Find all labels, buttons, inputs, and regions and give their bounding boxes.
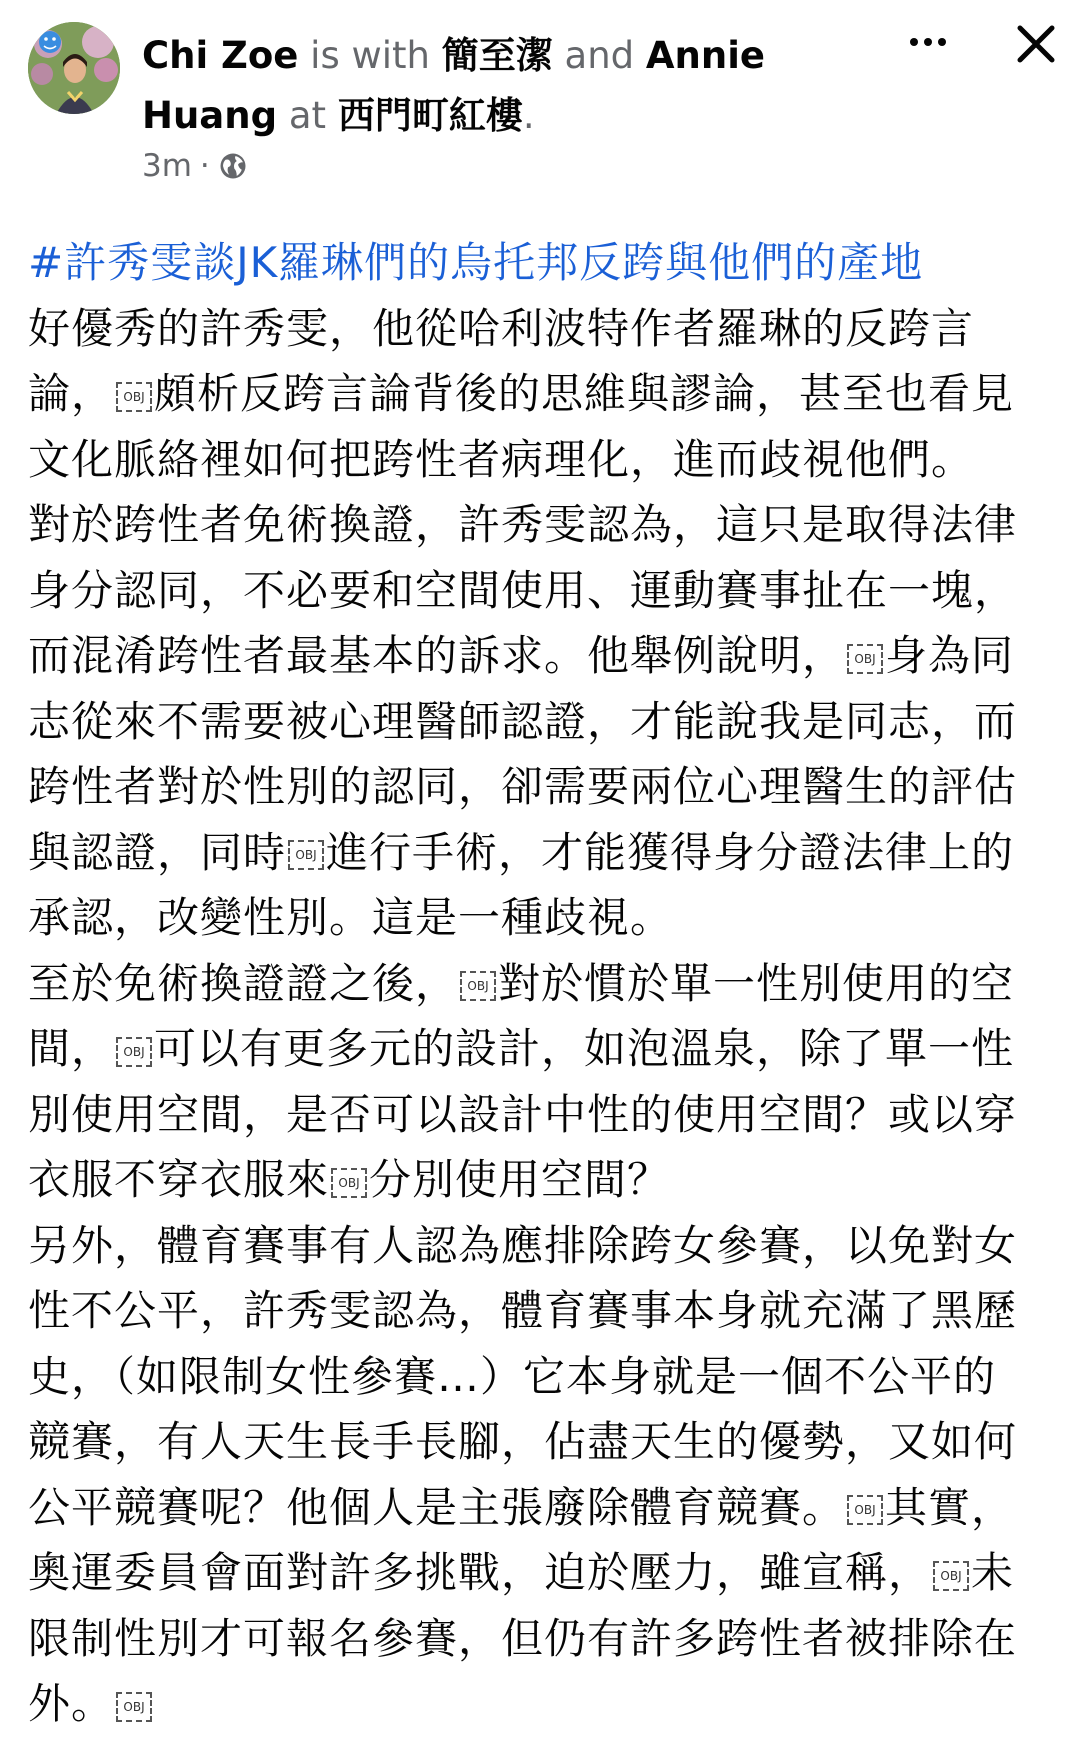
object-placeholder-icon: OBJ — [116, 1037, 152, 1067]
post-line-segment: 衣服不穿衣服來 — [28, 1155, 330, 1204]
period-text: . — [522, 94, 535, 137]
post-line: 承認，改變性別。這是一種歧視。 — [28, 893, 674, 942]
post-line-segment: 可以有更多元的設計，如泡溫泉，除了單一性 — [154, 1024, 1015, 1073]
post-line: 好優秀的許秀雯，他從哈利波特作者羅琳的反跨言 — [28, 303, 975, 353]
post-line-segment: 對於慣於單一性別使用的空 — [498, 958, 1015, 1008]
post-line — [28, 1475, 1028, 1541]
post-line-segment: 未 — [971, 1548, 1015, 1597]
tagged-friend-2[interactable]: Annie Huang — [142, 34, 766, 137]
globe-icon[interactable] — [218, 151, 248, 181]
post-line: 別使用空間，是否可以設計中性的使用空間？或以穿 — [28, 1089, 1018, 1139]
object-placeholder-icon: OBJ — [460, 971, 496, 1001]
post-line-segment: 間， — [28, 1024, 115, 1073]
at-text: at — [288, 94, 327, 137]
post-line-segment: 奧運委員會面對許多挑戰，迫於壓力，雖宣稱， — [28, 1548, 932, 1597]
object-placeholder-icon: OBJ — [331, 1168, 367, 1198]
hashtag-link[interactable]: #許秀雯談JK羅琳們的烏托邦反跨與他們的產地 — [28, 238, 924, 287]
post-line — [28, 361, 1028, 427]
and-text: and — [564, 34, 635, 77]
post-line: 競賽，有人天生長手長腳，佔盡天生的優勢，又如何 — [28, 1417, 1018, 1466]
post-line-segment: 頗析反跨言論背後的思維與謬論，甚至也看見 — [154, 369, 1015, 418]
post-line: 限制性別才可報名參賽，但仍有許多跨性者被排除在 — [28, 1613, 1018, 1663]
post-line — [28, 1016, 1028, 1082]
post-time[interactable]: 3m — [142, 148, 192, 184]
post-line: 志從來不需要被心理醫師認證，才能說我是同志，而 — [28, 696, 1018, 746]
post-lines — [28, 296, 1028, 1737]
avatar[interactable] — [28, 22, 120, 114]
post-meta — [142, 148, 248, 184]
post-line — [28, 1671, 1028, 1737]
post-line-segment: 身為同 — [885, 631, 1015, 680]
post-line-segment: 分別使用空間？ — [369, 1155, 671, 1204]
post-line — [28, 1147, 1028, 1213]
post-line — [28, 623, 1028, 689]
object-placeholder-icon: OBJ — [288, 840, 324, 870]
location-name[interactable]: 西門町紅樓 — [337, 94, 523, 137]
close-icon[interactable] — [1008, 16, 1064, 72]
object-placeholder-icon: OBJ — [116, 382, 152, 412]
post-line: 文化脈絡裡如何把跨性者病理化，進而歧視他們。 — [28, 434, 975, 484]
post-line-segment: 而混淆跨性者最基本的訴求。他舉例說明， — [28, 631, 846, 680]
more-options-button[interactable] — [898, 20, 958, 64]
post-header — [0, 0, 1079, 200]
is-with-text: is with — [310, 34, 430, 77]
object-placeholder-icon: OBJ — [847, 1495, 883, 1525]
meta-separator: · — [199, 148, 210, 184]
author-name[interactable]: Chi Zoe — [142, 34, 299, 77]
author-line — [142, 26, 782, 146]
object-placeholder-icon: OBJ — [933, 1561, 969, 1591]
post-line — [28, 1540, 1028, 1606]
post-line-segment: 進行手術，才能獲得身分證法律上的 — [326, 827, 1015, 877]
post-line: 跨性者對於性別的認同，卻需要兩位心理醫生的評估 — [28, 762, 1018, 811]
post-line-segment: 公平競賽呢？他個人是主張廢除體育競賽。 — [28, 1482, 846, 1532]
post-line: 史，（如限制女性參賽…）它本身就是一個不公平的 — [28, 1351, 997, 1401]
post-line — [28, 820, 1028, 886]
post-line-segment: 其實， — [885, 1482, 1015, 1532]
post-line-segment: 論， — [28, 369, 115, 418]
tagged-friend-1[interactable]: 簡至潔 — [441, 34, 553, 77]
object-placeholder-icon: OBJ — [116, 1692, 152, 1722]
post-line: 另外，體育賽事有人認為應排除跨女參賽，以免對女 — [28, 1220, 1018, 1270]
post-line-segment: 與認證，同時 — [28, 827, 287, 877]
more-dots-icon — [910, 38, 918, 46]
post-text — [28, 230, 1028, 1737]
post-line-segment: 至於免術換證證之後， — [28, 958, 459, 1008]
post-line: 對於跨性者免術換證，許秀雯認為，這只是取得法律 — [28, 500, 1018, 549]
object-placeholder-icon: OBJ — [847, 644, 883, 674]
post-line: 性不公平，許秀雯認為，體育賽事本身就充滿了黑歷 — [28, 1286, 1018, 1335]
post-line — [28, 951, 1028, 1017]
post-line: 身分認同，不必要和空間使用、運動賽事扯在一塊， — [28, 565, 1018, 615]
post-line-segment: 外。 — [28, 1679, 115, 1728]
